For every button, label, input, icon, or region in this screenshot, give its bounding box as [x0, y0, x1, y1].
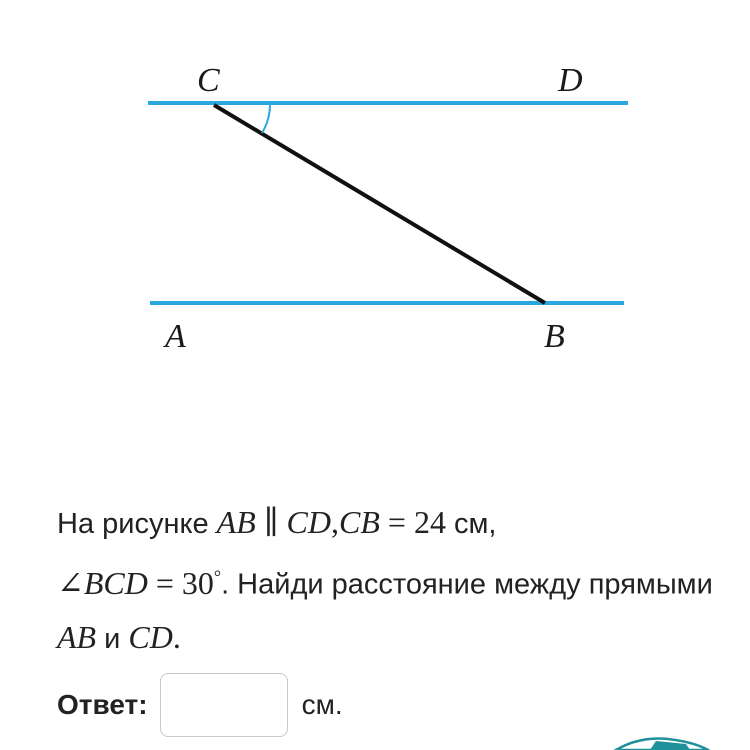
math-expr: AB ∥ CD,CB = 24	[216, 504, 446, 540]
problem-text: На рисунке	[57, 508, 217, 540]
point-label-b: B	[544, 318, 565, 355]
answer-label: Ответ:	[57, 689, 148, 720]
point-label-d: D	[558, 62, 583, 99]
math-expr: CD.	[128, 618, 181, 655]
math-expr: ∠BCD = 30°	[57, 564, 222, 601]
problem-text: и	[96, 622, 129, 655]
math-expr: AB	[57, 618, 97, 655]
point-label-c: C	[197, 62, 220, 99]
point-label-a: A	[165, 318, 186, 355]
problem-text: см,	[445, 508, 497, 540]
answer-unit: см.	[301, 689, 343, 720]
problem-text: . Найди расстояние между прямыми	[221, 568, 713, 601]
